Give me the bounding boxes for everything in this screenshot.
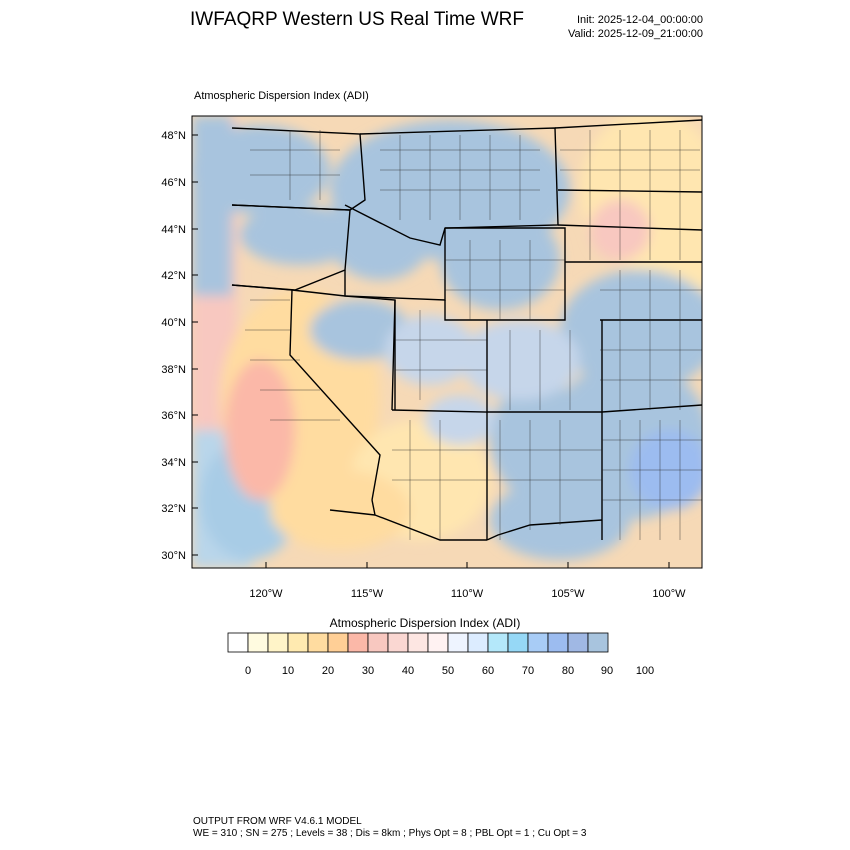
- colorbar-tick-label: 30: [361, 665, 375, 677]
- lat-label: 46°N: [161, 177, 186, 189]
- lat-label: 36°N: [161, 410, 186, 422]
- lat-label: 32°N: [161, 503, 186, 515]
- colorbar-swatch: [568, 633, 588, 652]
- lat-label: 48°N: [161, 130, 186, 142]
- lon-label: 100°W: [652, 588, 686, 600]
- colorbar-swatch: [448, 633, 468, 652]
- colorbar-swatch: [528, 633, 548, 652]
- lat-label: 34°N: [161, 457, 186, 469]
- lat-label: 44°N: [161, 224, 186, 236]
- lon-label: 105°W: [551, 588, 585, 600]
- colorbar-swatch: [268, 633, 288, 652]
- colorbar: [228, 633, 608, 652]
- valid-time: Valid: 2025-12-09_21:00:00: [568, 28, 703, 40]
- colorbar-swatch: [468, 633, 488, 652]
- lat-label: 38°N: [161, 364, 186, 376]
- colorbar-swatch: [428, 633, 448, 652]
- footer-model-info: OUTPUT FROM WRF V4.6.1 MODEL: [193, 816, 362, 827]
- colorbar-tick-label: 0: [244, 665, 252, 677]
- colorbar-swatch: [228, 633, 248, 652]
- colorbar-swatch: [588, 633, 608, 652]
- map-subtitle: Atmospheric Dispersion Index (ADI): [194, 90, 369, 102]
- colorbar-tick-label: 20: [321, 665, 335, 677]
- lon-label: 110°W: [450, 588, 484, 600]
- colorbar-swatch: [548, 633, 568, 652]
- colorbar-tick-label: 10: [281, 665, 295, 677]
- colorbar-tick-label: 40: [401, 665, 415, 677]
- colorbar-swatch: [368, 633, 388, 652]
- lon-label: 115°W: [350, 588, 384, 600]
- colorbar-title: Atmospheric Dispersion Index (ADI): [329, 616, 521, 630]
- colorbar-tick-label: 100: [635, 665, 655, 677]
- colorbar-swatch: [288, 633, 308, 652]
- colorbar-tick-label: 50: [441, 665, 455, 677]
- footer-model-params: WE = 310 ; SN = 275 ; Levels = 38 ; Dis = 8km ; Phys Opt = 8 ; PBL Opt = 1 ; Cu Opt = 3: [193, 828, 587, 839]
- init-time: Init: 2025-12-04_00:00:00: [577, 14, 703, 26]
- lon-label: 120°W: [249, 588, 283, 600]
- lat-label: 42°N: [161, 270, 186, 282]
- colorbar-tick-label: 60: [481, 665, 495, 677]
- colorbar-tick-label: 90: [600, 665, 614, 677]
- colorbar-swatch: [488, 633, 508, 652]
- lat-axis: [161, 130, 186, 562]
- colorbar-swatch: [248, 633, 268, 652]
- main-title: IWFAQRP Western US Real Time WRF: [190, 9, 524, 30]
- colorbar-swatch: [508, 633, 528, 652]
- colorbar-swatch: [308, 633, 328, 652]
- colorbar-swatch: [348, 633, 368, 652]
- colorbar-swatch: [408, 633, 428, 652]
- colorbar-tick-label: 80: [561, 665, 575, 677]
- lon-axis: [249, 588, 686, 600]
- lat-label: 40°N: [161, 317, 186, 329]
- colorbar-swatch: [388, 633, 408, 652]
- adi-field: [190, 110, 720, 568]
- colorbar-swatch: [328, 633, 348, 652]
- lat-label: 30°N: [161, 550, 186, 562]
- colorbar-ticks: [245, 665, 654, 677]
- colorbar-tick-label: 70: [521, 665, 535, 677]
